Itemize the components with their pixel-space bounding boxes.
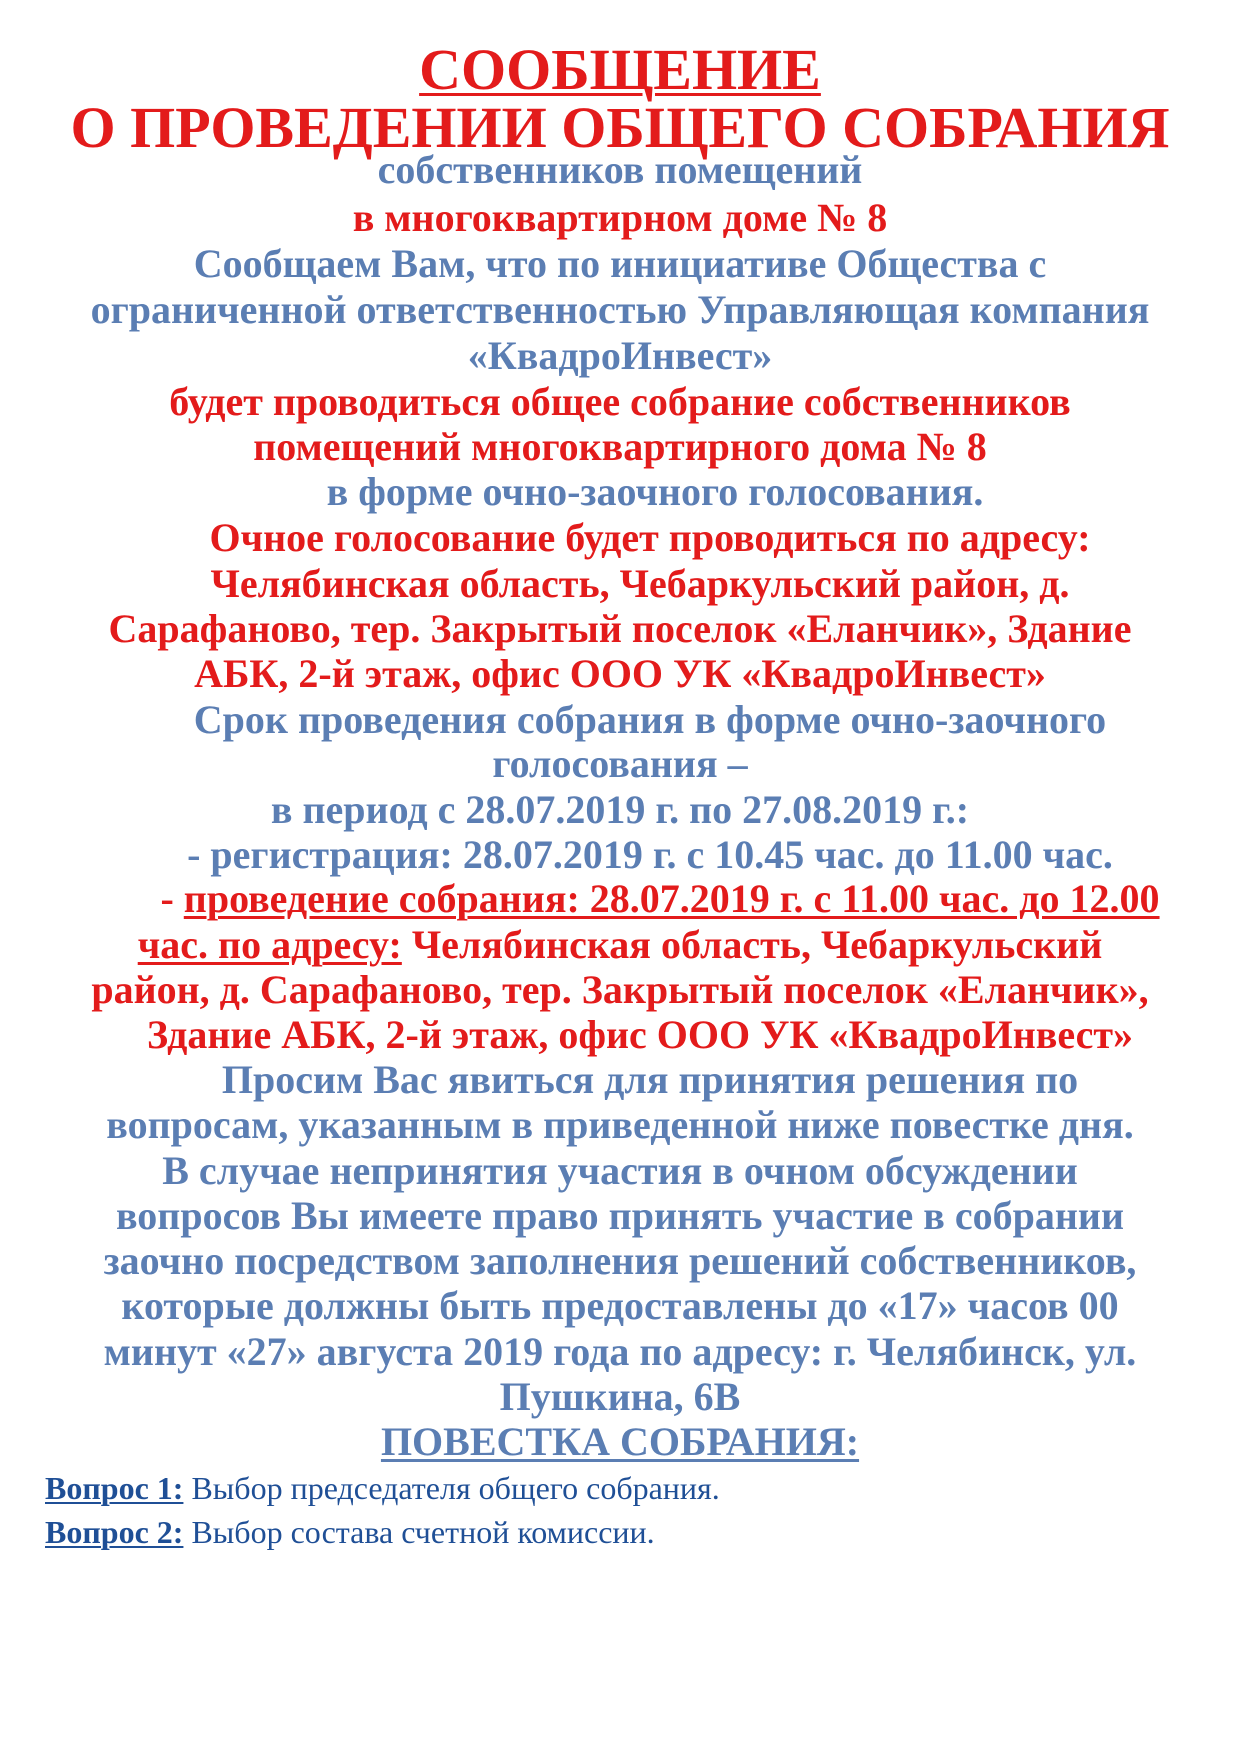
agenda-item-2-text: Выбор состава счетной комиссии. [183,1514,655,1550]
agenda-item-1-text: Выбор председателя общего собрания. [183,1470,720,1506]
term-line-1: Срок проведения собрания в форме очно-заочного [193,697,1107,742]
request-line-1: Просим Вас явиться для принятия решения по [221,1057,1079,1102]
request-line-7: минут «27» августа 2019 года по адресу: г. Челябинск, ул. [103,1329,1137,1374]
meeting-form: в форме очно-заочного голосования. [326,469,984,514]
address-line-4: АБК, 2-й этаж, офис ООО УК «КвадроИнвест» [194,651,1046,696]
conduct-line-2 [0,923,1240,967]
agenda-item-2 [45,1513,655,1551]
conduct-underlined-1: проведение собрания: 28.07.2019 г. с 11.00 час. до 12.00 [183,876,1160,921]
address-line-2: Челябинская область, Чебаркульский район, д. [210,561,1070,606]
agenda-item-1-label: Вопрос 1: [45,1470,184,1506]
subtitle-line-2: в многоквартирном доме № 8 [352,195,888,240]
conduct-prefix: - [160,876,184,921]
conduct-rest-2: Челябинская область, Чебаркульский [401,922,1103,967]
agenda-heading: ПОВЕСТКА СОБРАНИЯ: [380,1419,860,1464]
conduct-line-4: Здание АБК, 2-й этаж, офис ООО УК «КвадроИнвест» [147,1012,1133,1057]
request-line-8: Пушкина, 6В [499,1374,741,1419]
address-line-1: Очное голосование будет проводиться по адресу: [209,515,1091,560]
term-registration: - регистрация: 28.07.2019 г. с 10.45 час. до 11.00 час. [187,832,1113,877]
meeting-line-2: помещений многоквартирного дома № 8 [253,424,987,469]
intro-line-3: «КвадроИнвест» [467,333,773,378]
request-line-5: заочно посредством заполнения решений собственников, [103,1238,1137,1283]
request-line-3: В случае непринятия участия в очном обсуждении [162,1148,1078,1193]
agenda-item-2-label: Вопрос 2: [45,1514,184,1550]
conduct-line-3: район, д. Сарафаново, тер. Закрытый поселок «Еланчик», [91,967,1149,1012]
intro-line-2: ограниченной ответственностью Управляющая компания [90,287,1150,332]
title-line-1: СООБЩЕНИЕ [419,37,821,102]
conduct-line-1 [0,877,1240,921]
term-line-2: голосования – [492,741,748,786]
address-line-3: Сарафаново, тер. Закрытый поселок «Еланчик», Здание [108,606,1132,651]
intro-line-1: Сообщаем Вам, что по инициативе Общества с [193,241,1047,286]
meeting-line-1: будет проводиться общее собрание собственников [169,379,1071,424]
request-line-2: вопросам, указанным в приведенной ниже повестке дня. [106,1102,1134,1147]
subtitle-line-1: собственников помещений [377,147,863,192]
title-line-2: О ПРОВЕДЕНИИ ОБЩЕГО СОБРАНИЯ [70,95,1170,160]
term-line-3: в период с 28.07.2019 г. по 27.08.2019 г.: [270,787,970,832]
request-line-4: вопросов Вы имеете право принять участие в собрании [115,1193,1125,1238]
agenda-item-1 [45,1469,720,1507]
request-line-6: которые должны быть предоставлены до «17» часов 00 [121,1283,1119,1328]
conduct-underlined-2: час. по адресу: [137,922,402,967]
